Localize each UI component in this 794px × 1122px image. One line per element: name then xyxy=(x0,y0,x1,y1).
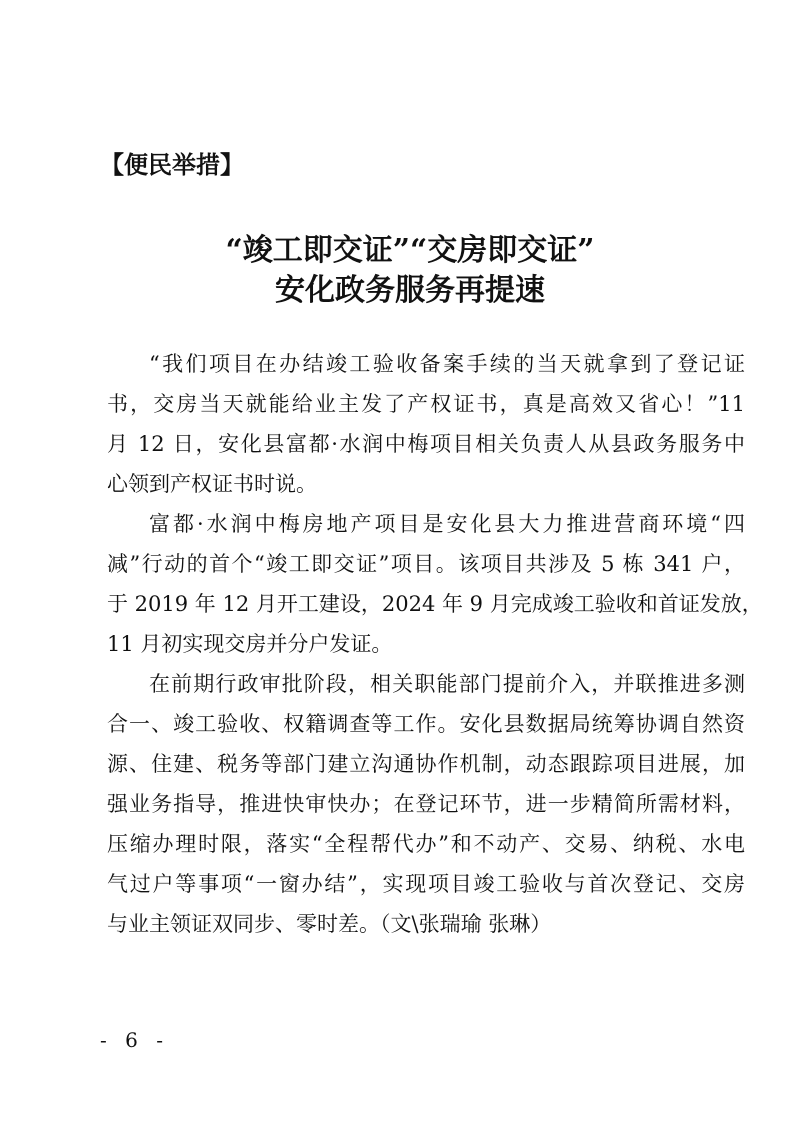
paragraph-3-line: 气过户等事项“一窗办结”，实现项目竣工验收与首次登记、交房 xyxy=(107,872,745,896)
paragraph-3-line: 与业主领证双同步、零时差。（文\张瑞瑜 张琳） xyxy=(107,912,552,936)
paragraph-2-line: 减”行动的首个“竣工即交证”项目。该项目共涉及 5 栋 341 户， xyxy=(107,552,745,576)
paragraph-2-line: 于 2019 年 12 月开工建设，2024 年 9 月完成竣工验收和首证发放， xyxy=(107,592,763,616)
paragraph-3-line: 强业务指导，推进快审快办；在登记环节，进一步精简所需材料， xyxy=(107,792,745,816)
paragraph-1-line: 书，交房当天就能给业主发了产权证书，真是高效又省心！”11 xyxy=(107,392,745,416)
paragraph-1-line: 月 12 日，安化县富都·水润中梅项目相关负责人从县政务服务中 xyxy=(107,432,745,456)
paragraph-3-line: 压缩办理时限，落实“全程帮代办”和不动产、交易、纳税、水电 xyxy=(107,832,745,856)
article-title-line-1: “竣工即交证”“交房即交证” xyxy=(225,233,595,268)
paragraph-3-line: 在前期行政审批阶段，相关职能部门提前介入，并联推进多测 xyxy=(149,672,745,696)
paragraph-2-line: 11 月初实现交房并分户发证。 xyxy=(107,632,393,656)
paragraph-3-line: 合一、竣工验收、权籍调查等工作。安化县数据局统筹协调自然资 xyxy=(107,712,745,736)
paragraph-3-line: 源、住建、税务等部门建立沟通协作机制，动态跟踪项目进展，加 xyxy=(107,752,745,776)
article-title-line-2: 安化政务服务再提速 xyxy=(275,273,545,308)
section-tag: 【便民举措】 xyxy=(100,151,244,179)
paragraph-1-line: “我们项目在办结竣工验收备案手续的当天就拿到了登记证 xyxy=(149,352,745,376)
paragraph-1-line: 心领到产权证书时说。 xyxy=(107,472,317,496)
paragraph-2-line: 富都·水润中梅房地产项目是安化县大力推进营商环境“四 xyxy=(149,512,745,536)
page-number: - 6 - xyxy=(100,1028,169,1052)
